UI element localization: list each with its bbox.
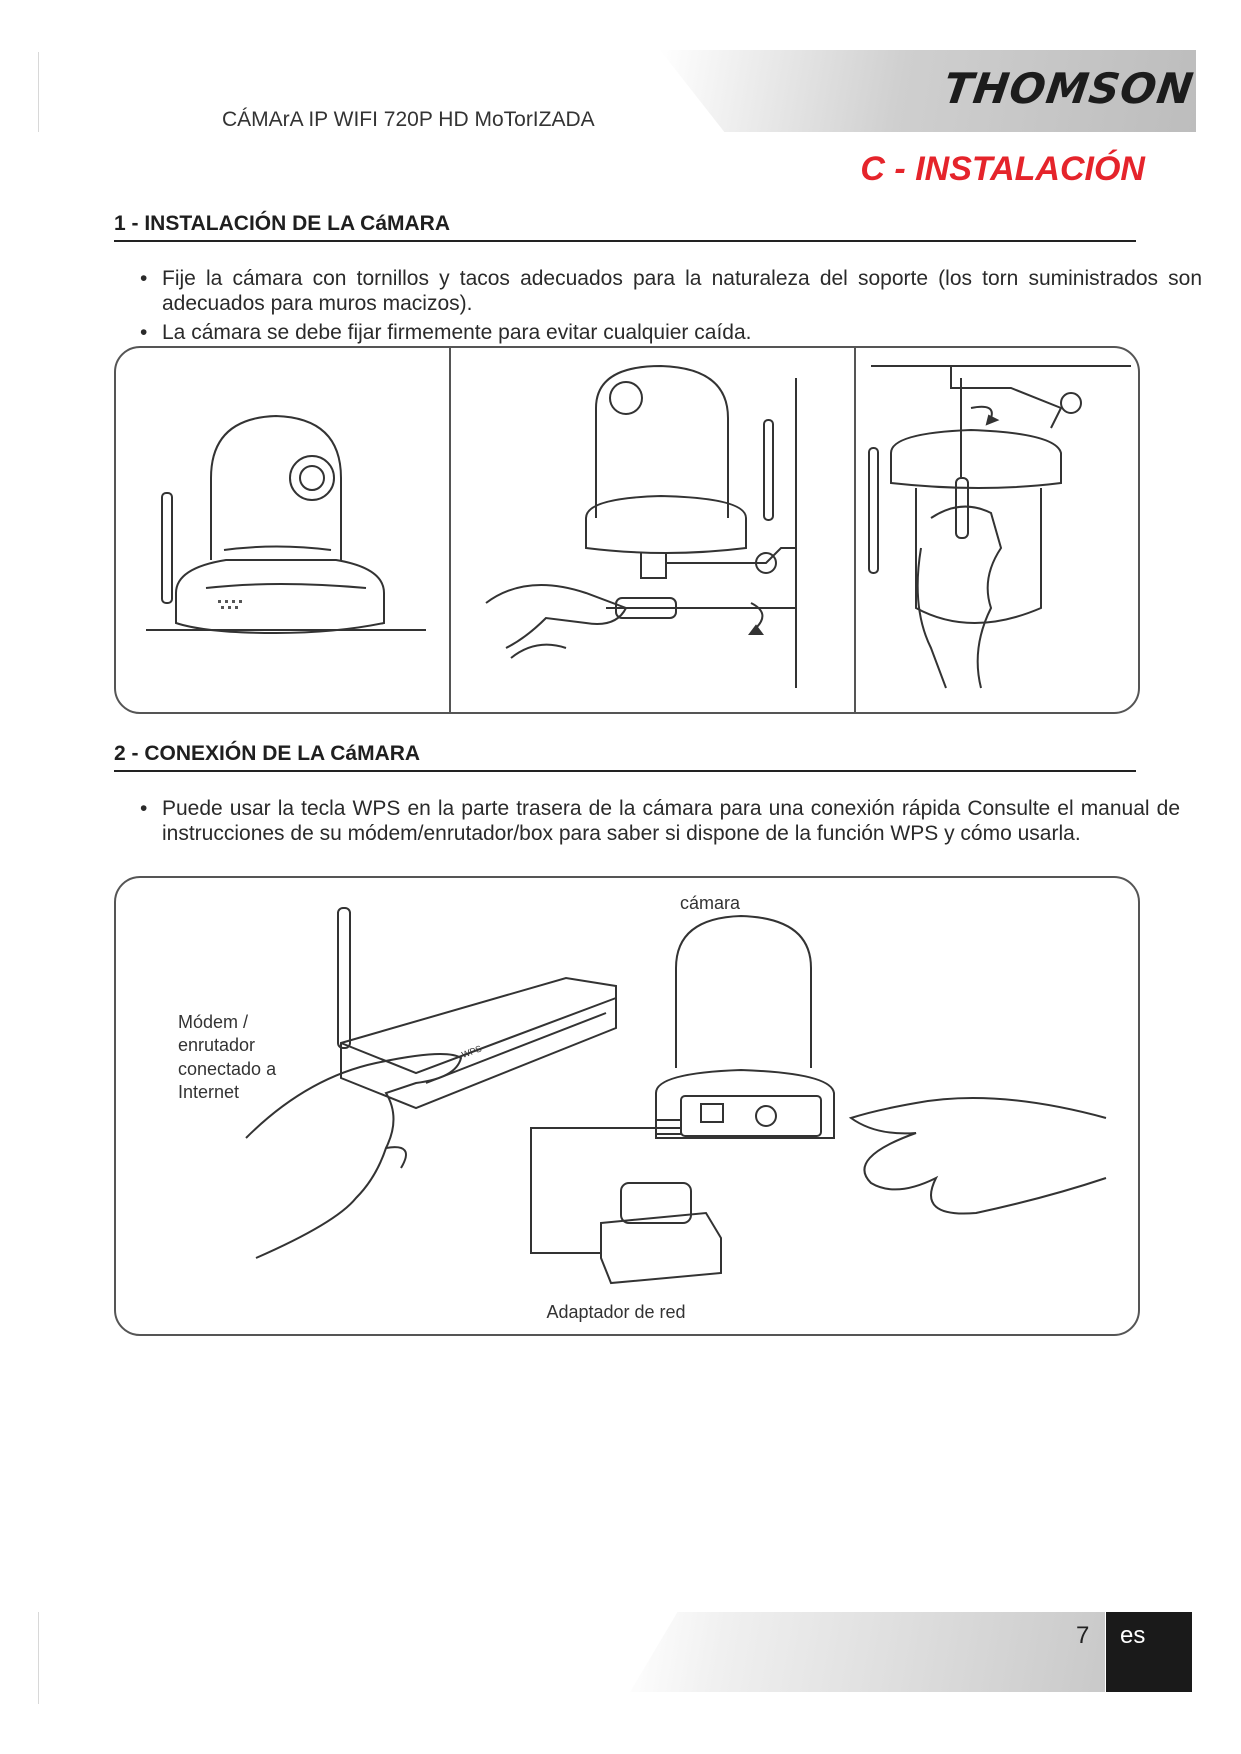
- connection-diagram-panel: [114, 876, 1140, 1336]
- bullet-item: • Puede usar la tecla WPS en la parte trasera de la cámara para una conexión rápida Consulte el manual de instrucciones de su módem/enrutador/box para saber si dispone de la función WPS y cómo usarla.: [140, 797, 1180, 845]
- modem-label-line: conectado a: [178, 1059, 277, 1079]
- section-title: C - INSTALACIÓN: [860, 150, 1145, 188]
- modem-label-line: Internet: [178, 1082, 240, 1102]
- document-title: CÁMArA IP WIFI 720P HD MoTorIZADA: [222, 108, 595, 131]
- camera-on-surface-illustration: [136, 368, 436, 688]
- page-number: 7: [1076, 1622, 1090, 1649]
- camera-label: cámara: [679, 893, 741, 913]
- adapter-label: Adaptador de red: [546, 1302, 686, 1322]
- connection-diagram: [116, 878, 1136, 1333]
- section-2-heading: 2 - CONEXIÓN DE LA CáMARA: [114, 742, 421, 765]
- modem-label-line: enrutador: [178, 1035, 256, 1055]
- section-1-heading: 1 - INSTALACIÓN DE LA CáMARA: [114, 212, 450, 235]
- panel-divider: [854, 348, 856, 712]
- bullet-item: • La cámara se debe fijar firmemente para evitar cualquier caída.: [140, 321, 752, 344]
- panel-divider: [449, 348, 451, 712]
- wall-mount-screwdriver-illustration: [466, 358, 846, 698]
- margin-rule-bottom: [38, 1612, 39, 1704]
- modem-label-line: Módem /: [178, 1012, 249, 1032]
- brand-logo: THOMSON: [940, 64, 1197, 113]
- margin-rule-top: [38, 52, 39, 132]
- bullet-item: • Fije la cámara con tornillos y tacos adecuados para la naturaleza del soporte (los torn suministrados son adecuados para muros macizos).: [140, 267, 1202, 315]
- installation-illustration-panel: [114, 346, 1140, 714]
- section-2-rule: [114, 770, 1136, 772]
- language-badge: es: [1106, 1612, 1192, 1692]
- wps-label: WPS: [460, 1043, 483, 1060]
- section-1-rule: [114, 240, 1136, 242]
- footer-band: [630, 1612, 1105, 1692]
- ceiling-mount-illustration: [861, 348, 1136, 708]
